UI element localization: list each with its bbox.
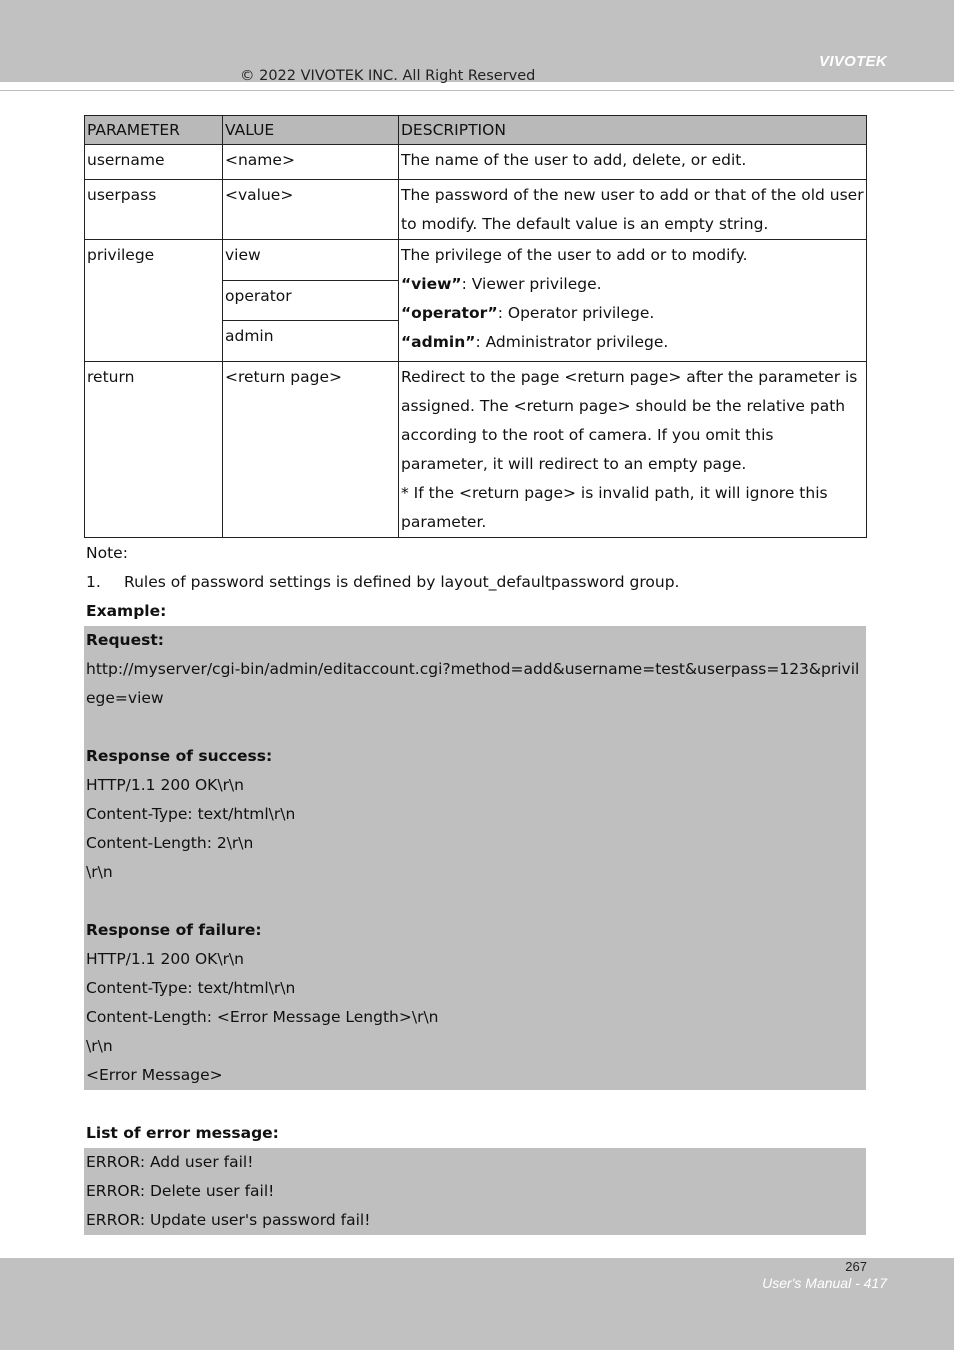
param-value: <name> — [223, 145, 399, 180]
error-item: ERROR: Delete user fail! — [86, 1182, 275, 1200]
copyright-text: © 2022 VIVOTEK INC. All Right Reserved — [240, 68, 536, 84]
param-description: The name of the user to add, delete, or edit. — [399, 145, 867, 180]
example-code-block — [84, 626, 866, 1090]
request-label: Request: — [86, 631, 164, 649]
privilege-text: : Administrator privilege. — [475, 333, 669, 351]
code-line: Content-Type: text/html\r\n — [86, 979, 296, 997]
document-body — [84, 115, 866, 1235]
param-name: userpass — [85, 180, 223, 240]
error-item: ERROR: Update user's password fail! — [86, 1211, 371, 1229]
description-line — [401, 270, 864, 299]
table-row — [85, 240, 867, 281]
code-line: <Error Message> — [86, 1066, 223, 1084]
list-number: 1. — [86, 573, 101, 591]
code-line: HTTP/1.1 200 OK\r\n — [86, 950, 244, 968]
param-value: <value> — [223, 180, 399, 240]
footer-band — [0, 1258, 954, 1350]
note-label: Note: — [86, 544, 128, 562]
privilege-text: : Viewer privilege. — [461, 275, 602, 293]
privilege-key: “admin” — [401, 333, 476, 351]
parameter-table — [84, 115, 867, 538]
request-url: http://myserver/cgi-bin/admin/editaccount.cgi?method=add&username=test&userpass=123&privilege=view — [86, 660, 860, 707]
manual-page-label: User's Manual - 417 — [762, 1275, 887, 1291]
description-text: Redirect to the page <return page> after the parameter is assigned. The <return page> should be the relative path according to the root of camera. If you omit this parameter, it will redirect to an empty page. — [401, 368, 858, 473]
privilege-key: “operator” — [401, 304, 498, 322]
notes-section — [84, 539, 866, 626]
success-label: Response of success: — [86, 747, 273, 765]
example-label: Example: — [86, 602, 167, 620]
param-description — [399, 240, 867, 362]
param-value: <return page> — [223, 362, 399, 538]
table-row — [85, 145, 867, 180]
param-description: The password of the new user to add or that of the old user to modify. The default value is an empty string. — [399, 180, 867, 240]
list-text: Rules of password settings is defined by layout_defaultpassword group. — [124, 573, 680, 591]
description-line — [401, 328, 864, 357]
code-line: \r\n — [86, 1037, 113, 1055]
error-list-block — [84, 1148, 866, 1235]
page-number: 267 — [845, 1259, 867, 1274]
code-line: Content-Length: 2\r\n — [86, 834, 254, 852]
param-name: privilege — [85, 240, 223, 362]
description-line: The privilege of the user to add or to modify. — [401, 246, 748, 264]
param-description — [399, 362, 867, 538]
code-line: HTTP/1.1 200 OK\r\n — [86, 776, 244, 794]
error-item: ERROR: Add user fail! — [86, 1153, 254, 1171]
table-row — [85, 180, 867, 240]
error-list-label: List of error message: — [86, 1124, 279, 1142]
table-row — [85, 362, 867, 538]
param-name: username — [85, 145, 223, 180]
failure-label: Response of failure: — [86, 921, 262, 939]
param-name: return — [85, 362, 223, 538]
code-line: Content-Type: text/html\r\n — [86, 805, 296, 823]
param-value: admin — [223, 321, 399, 362]
param-value: operator — [223, 280, 399, 321]
description-note: * If the <return page> is invalid path, it will ignore this parameter. — [401, 484, 828, 531]
param-value: view — [223, 240, 399, 281]
column-header: VALUE — [223, 116, 399, 145]
column-header: DESCRIPTION — [399, 116, 867, 145]
list-item — [86, 568, 866, 597]
code-line: \r\n — [86, 863, 113, 881]
brand-logo: VIVOTEK — [819, 53, 887, 70]
code-line: Content-Length: <Error Message Length>\r\n — [86, 1008, 439, 1026]
table-header-row — [85, 116, 867, 145]
column-header: PARAMETER — [85, 116, 223, 145]
description-line — [401, 299, 864, 328]
privilege-key: “view” — [401, 275, 462, 293]
header-divider — [0, 90, 954, 91]
privilege-text: : Operator privilege. — [497, 304, 655, 322]
